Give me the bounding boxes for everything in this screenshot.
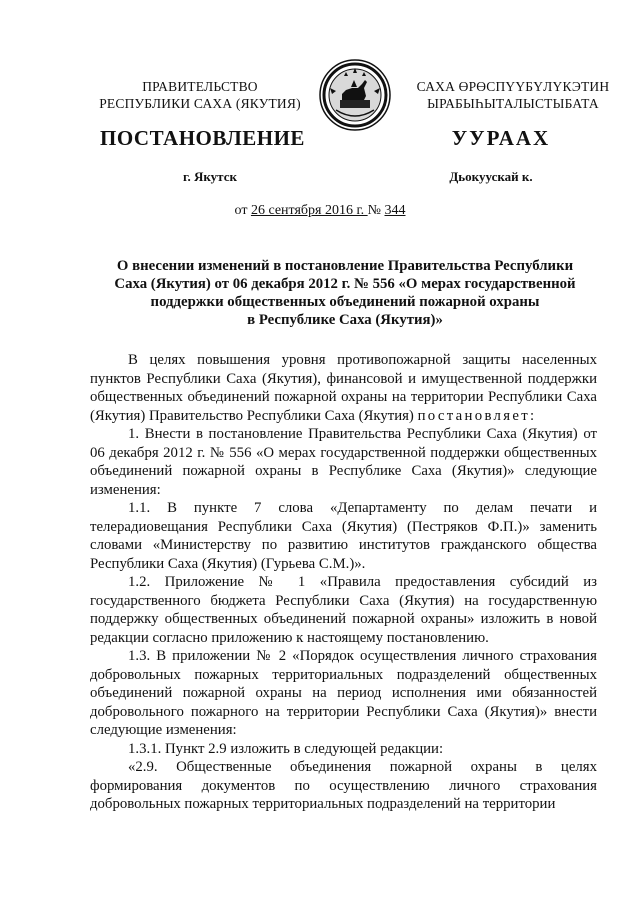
title-line: Саха (Якутия) от 06 декабря 2012 г. № 556 «О мерах государственной xyxy=(114,276,576,292)
header-left-line1: ПРАВИТЕЛЬСТВО xyxy=(142,79,258,94)
title-line: в Республике Саха (Якутия)» xyxy=(247,312,443,328)
document-number: 344 xyxy=(384,203,406,218)
document-type-ru: ПОСТАНОВЛЕНИЕ xyxy=(100,126,305,150)
number-sign: № xyxy=(367,203,385,218)
document-title xyxy=(90,257,600,329)
preamble-paragraph xyxy=(90,351,597,425)
title-line: поддержки общественных объединений пожарной охраны xyxy=(150,294,540,310)
coat-of-arms-emblem xyxy=(318,58,392,132)
header-right-line2: ЫРАБЫҺЫТАЛЫСТЫБАТА xyxy=(427,96,599,111)
document-type-sah: УУРААХ xyxy=(451,126,551,150)
date-prefix: от xyxy=(234,203,251,218)
preamble-text: В целях повышения уровня противопожарной защиты населенных пунктов Республики Саха (Якутия), финансовой и имущественной поддержки общественных объединений пожарной охраны на территории Республики Саха (Якутия) Правительство Республики Саха (Якутия) xyxy=(90,352,597,424)
clause-1-3: 1.3. В приложении № 2 «Порядок осуществления личного страхования добровольных пожарных территориальных подразделений общественных объединений пожарной охраны на период исполнения ими обязанностей добровольного пожарного на территории Республики Саха (Якутия)» внести следующие изменения: xyxy=(90,648,597,738)
clause-2-9: «2.9. Общественные объединения пожарной охраны в целях формирования документов по осуществлению личного страхования добровольных пожарных территориальных подразделений на территории xyxy=(90,759,597,812)
government-name-ru xyxy=(90,78,310,112)
date-number-line xyxy=(0,203,640,219)
clause-1-1: 1.1. В пункте 7 слова «Департаменту по делам печати и телерадиовещания Республики Саха (Якутия) (Пестряков Ф.П.)» заменить словами «Министерству по развитию институтов гражданского общества Республики Саха (Якутия) (Гурьева С.М.)». xyxy=(90,500,597,572)
document-date: 26 сентября 2016 г. xyxy=(250,203,368,218)
resolves-word: постановляет: xyxy=(417,407,537,424)
clause-1-2: 1.2. Приложение № 1 «Правила предоставления субсидий из государственного бюджета Республики Саха (Якутия) на государственную поддержку общественных объединений пожарной охраны» изложить в новой редакции согласно приложению к настоящему постановлению. xyxy=(90,574,597,646)
city-ru: г. Якутск xyxy=(183,169,237,184)
header-right-line1: САХА ӨРӨСПҮҮБҮЛҮКЭТИН xyxy=(416,79,610,94)
city-sah: Дьокуускай к. xyxy=(449,169,533,184)
clause-1-3-1: 1.3.1. Пункт 2.9 изложить в следующей редакции: xyxy=(128,740,444,757)
clause-1: 1. Внести в постановление Правительства Республики Саха (Якутия) от 06 декабря 2012 г. № 556 «О мерах государственной поддержки общественных объединений пожарной охраны в Республике Саха (Якутия)» следующие изменения: xyxy=(90,426,597,498)
government-name-sah xyxy=(398,78,628,112)
title-line: О внесении изменений в постановление Правительства Республики xyxy=(116,258,574,274)
header-left-line2: РЕСПУБЛИКИ САХА (ЯКУТИЯ) xyxy=(99,96,301,111)
document-body xyxy=(90,351,597,814)
